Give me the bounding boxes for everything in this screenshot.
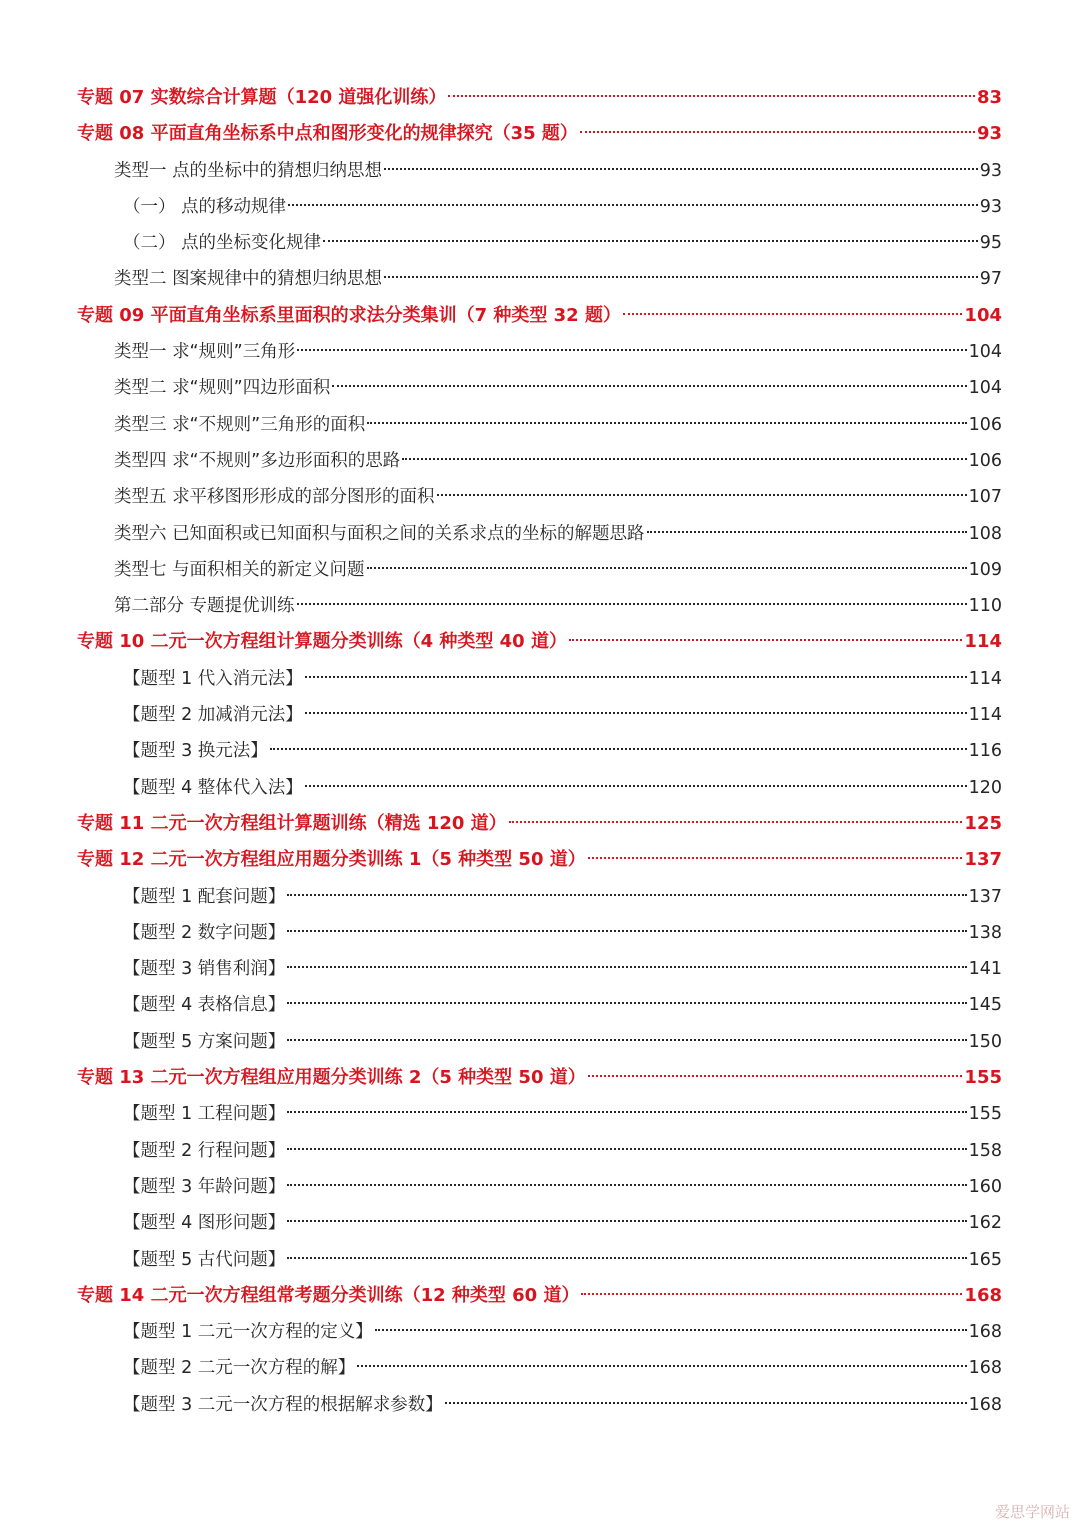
toc-page-number: 155 — [968, 1104, 1002, 1125]
toc-dot-leader — [581, 1293, 962, 1295]
toc-subentry[interactable] — [77, 189, 1002, 225]
toc-page-number: 114 — [964, 631, 1002, 653]
toc-subentry[interactable] — [77, 261, 1002, 297]
toc-page-number: 108 — [968, 523, 1002, 544]
toc-page-number: 155 — [964, 1067, 1002, 1089]
toc-dot-leader — [287, 1039, 966, 1041]
toc-subentry[interactable] — [77, 443, 1002, 479]
toc-dot-leader — [402, 458, 966, 460]
toc-chapter-entry[interactable] — [77, 842, 1002, 878]
toc-subentry[interactable] — [77, 1350, 1002, 1386]
toc-subentry[interactable] — [77, 225, 1002, 261]
toc-dot-leader — [384, 168, 978, 170]
toc-subentry[interactable] — [77, 479, 1002, 515]
toc-dot-leader — [588, 1075, 963, 1077]
toc-subentry[interactable] — [77, 661, 1002, 697]
toc-page-number: 160 — [968, 1176, 1002, 1197]
toc-entry-title: 类型四 求“不规则”多边形面积的思路 — [114, 450, 401, 471]
toc-entry-title: 专题 12 二元一次方程组应用题分类训练 1（5 种类型 50 道） — [77, 849, 586, 871]
toc-page-number: 93 — [979, 196, 1002, 217]
toc-dot-leader — [445, 1402, 967, 1404]
toc-subentry[interactable] — [77, 516, 1002, 552]
toc-entry-title: 【题型 3 二元一次方程的根据解求参数】 — [123, 1394, 443, 1415]
toc-entry-title: 专题 07 实数综合计算题（120 道强化训练） — [77, 87, 447, 108]
toc-subentry[interactable] — [77, 1024, 1002, 1060]
toc-entry-title: 【题型 5 方案问题】 — [123, 1031, 286, 1052]
toc-dot-leader — [270, 748, 967, 750]
toc-subentry[interactable] — [77, 1169, 1002, 1205]
toc-chapter-entry[interactable] — [77, 624, 1002, 660]
toc-entry-title: 【题型 3 换元法】 — [123, 741, 268, 762]
toc-page-number: 83 — [976, 87, 1002, 108]
toc-page-number: 168 — [968, 1358, 1002, 1379]
toc-dot-leader — [287, 1184, 966, 1186]
toc-dot-leader — [588, 857, 963, 859]
toc-subentry[interactable] — [77, 370, 1002, 406]
toc-page-number: 120 — [968, 777, 1002, 798]
toc-page-number: 137 — [968, 886, 1002, 907]
toc-dot-leader — [509, 821, 963, 823]
toc-page-number: 114 — [968, 668, 1002, 689]
toc-subentry[interactable] — [77, 733, 1002, 769]
toc-entry-title: 【题型 4 整体代入法】 — [123, 777, 303, 798]
toc-page-number: 106 — [968, 450, 1002, 471]
toc-entry-title: 【题型 5 古代问题】 — [123, 1249, 286, 1270]
toc-entry-title: 类型二 图案规律中的猜想归纳思想 — [114, 269, 383, 290]
toc-dot-leader — [384, 276, 978, 278]
toc-subentry[interactable] — [77, 987, 1002, 1023]
toc-dot-leader — [305, 676, 967, 678]
toc-page-number: 125 — [964, 812, 1002, 834]
toc-entry-title: 【题型 2 加减消元法】 — [123, 705, 303, 726]
toc-subentry[interactable] — [77, 1387, 1002, 1423]
toc-dot-leader — [375, 1329, 967, 1331]
toc-subentry[interactable] — [77, 552, 1002, 588]
toc-entry-title: 类型一 求“规则”三角形 — [114, 342, 296, 363]
toc-dot-leader — [287, 894, 966, 896]
toc-dot-leader — [287, 930, 966, 932]
toc-entry-title: 类型五 求平移图形形成的部分图形的面积 — [114, 487, 435, 508]
toc-page-number: 158 — [968, 1140, 1002, 1161]
toc-entry-title: 专题 10 二元一次方程组计算题分类训练（4 种类型 40 道） — [77, 631, 567, 653]
toc-dot-leader — [623, 313, 962, 315]
toc-entry-title: 类型二 求“规则”四边形面积 — [114, 378, 331, 399]
toc-entry-title: 【题型 1 代入消元法】 — [123, 668, 303, 689]
toc-dot-leader — [357, 1365, 966, 1367]
toc-subentry[interactable] — [77, 407, 1002, 443]
toc-dot-leader — [305, 785, 967, 787]
toc-page-number: 95 — [979, 233, 1002, 254]
toc-chapter-entry[interactable] — [77, 1060, 1002, 1096]
toc-entry-title: 【题型 3 销售利润】 — [123, 959, 286, 980]
toc-page-number: 141 — [968, 959, 1002, 980]
toc-dot-leader — [287, 1148, 966, 1150]
toc-page-number: 97 — [979, 269, 1002, 290]
toc-page-number: 165 — [968, 1249, 1002, 1270]
toc-dot-leader — [287, 1111, 966, 1113]
toc-dot-leader — [367, 422, 966, 424]
toc-entry-title: 类型六 已知面积或已知面积与面积之间的关系求点的坐标的解题思路 — [114, 523, 645, 544]
toc-entry-title: 专题 08 平面直角坐标系中点和图形变化的规律探究（35 题） — [77, 123, 578, 145]
toc-entry-title: （一） 点的移动规律 — [123, 196, 287, 217]
toc-subentry[interactable] — [77, 697, 1002, 733]
toc-page-number: 168 — [968, 1394, 1002, 1415]
toc-entry-title: 【题型 4 图形问题】 — [123, 1213, 286, 1234]
toc-chapter-entry[interactable] — [77, 298, 1002, 334]
toc-entry-title: 专题 11 二元一次方程组计算题训练（精选 120 道） — [77, 812, 507, 834]
toc-dot-leader — [288, 204, 978, 206]
toc-page-number: 107 — [968, 487, 1002, 508]
toc-page-number: 93 — [979, 160, 1002, 181]
toc-dot-leader — [367, 567, 967, 569]
toc-page-number: 150 — [968, 1031, 1002, 1052]
toc-dot-leader — [287, 1257, 966, 1259]
toc-dot-leader — [287, 1002, 966, 1004]
toc-chapter-entry[interactable] — [77, 80, 1002, 116]
toc-dot-leader — [323, 240, 978, 242]
toc-page-number: 104 — [968, 378, 1002, 399]
toc-page-number: 106 — [968, 414, 1002, 435]
toc-chapter-entry[interactable] — [77, 116, 1002, 152]
toc-dot-leader — [332, 385, 966, 387]
toc-entry-title: 专题 09 平面直角坐标系里面积的求法分类集训（7 种类型 32 题） — [77, 304, 621, 326]
toc-entry-title: 【题型 1 二元一次方程的定义】 — [123, 1322, 373, 1343]
toc-page-number: 168 — [968, 1322, 1002, 1343]
toc-subentry[interactable] — [77, 1133, 1002, 1169]
toc-entry-title: 专题 13 二元一次方程组应用题分类训练 2（5 种类型 50 道） — [77, 1067, 586, 1089]
toc-dot-leader — [448, 95, 975, 97]
toc-entry-title: 【题型 2 行程问题】 — [123, 1140, 286, 1161]
toc-entry-title: 【题型 2 数字问题】 — [123, 922, 286, 943]
toc-entry-title: 专题 14 二元一次方程组常考题分类训练（12 种类型 60 道） — [77, 1284, 580, 1306]
toc-page-number: 168 — [964, 1284, 1002, 1306]
toc-dot-leader — [569, 639, 962, 641]
toc-page-number: 104 — [964, 304, 1002, 326]
toc-page-number: 93 — [976, 123, 1002, 145]
toc-entry-title: 【题型 2 二元一次方程的解】 — [123, 1358, 356, 1379]
toc-subentry[interactable] — [77, 1205, 1002, 1241]
toc-dot-leader — [297, 603, 967, 605]
toc-page-number: 110 — [968, 596, 1002, 617]
toc-subentry[interactable] — [77, 770, 1002, 806]
toc-subentry[interactable] — [77, 951, 1002, 987]
watermark: 爱思学网站 — [994, 1503, 1070, 1521]
toc-dot-leader — [305, 712, 967, 714]
toc-dot-leader — [580, 131, 975, 133]
toc-page-number: 137 — [964, 849, 1002, 871]
toc-page-number: 109 — [968, 559, 1002, 580]
toc-entry-title: 【题型 1 配套问题】 — [123, 886, 286, 907]
toc-dot-leader — [297, 349, 966, 351]
toc-subentry[interactable] — [77, 1314, 1002, 1350]
toc-entry-title: 类型一 点的坐标中的猜想归纳思想 — [114, 160, 383, 181]
toc-entry-title: 【题型 1 工程问题】 — [123, 1104, 286, 1125]
toc-subentry[interactable] — [77, 1096, 1002, 1132]
toc-dot-leader — [287, 1220, 966, 1222]
toc-subentry[interactable] — [77, 879, 1002, 915]
toc-subentry[interactable] — [77, 334, 1002, 370]
toc-dot-leader — [647, 531, 967, 533]
toc-entry-title: 类型七 与面积相关的新定义问题 — [114, 559, 365, 580]
toc-chapter-entry[interactable] — [77, 806, 1002, 842]
toc-dot-leader — [437, 494, 967, 496]
toc-entry-title: （二） 点的坐标变化规律 — [123, 233, 322, 254]
toc-page-number: 162 — [968, 1213, 1002, 1234]
toc-subentry[interactable] — [77, 1242, 1002, 1278]
toc-chapter-entry[interactable] — [77, 1278, 1002, 1314]
toc-page-number: 104 — [968, 342, 1002, 363]
toc-page-number: 114 — [968, 705, 1002, 726]
table-of-contents — [77, 80, 1002, 1423]
toc-subentry[interactable] — [77, 588, 1002, 624]
toc-page-number: 145 — [968, 995, 1002, 1016]
toc-subentry[interactable] — [77, 153, 1002, 189]
toc-entry-title: 【题型 4 表格信息】 — [123, 995, 286, 1016]
toc-entry-title: 类型三 求“不规则”三角形的面积 — [114, 414, 366, 435]
toc-subentry[interactable] — [77, 915, 1002, 951]
toc-page-number: 116 — [968, 741, 1002, 762]
toc-dot-leader — [287, 966, 966, 968]
toc-entry-title: 第二部分 专题提优训练 — [114, 596, 295, 617]
toc-entry-title: 【题型 3 年龄问题】 — [123, 1176, 286, 1197]
toc-page-number: 138 — [968, 922, 1002, 943]
